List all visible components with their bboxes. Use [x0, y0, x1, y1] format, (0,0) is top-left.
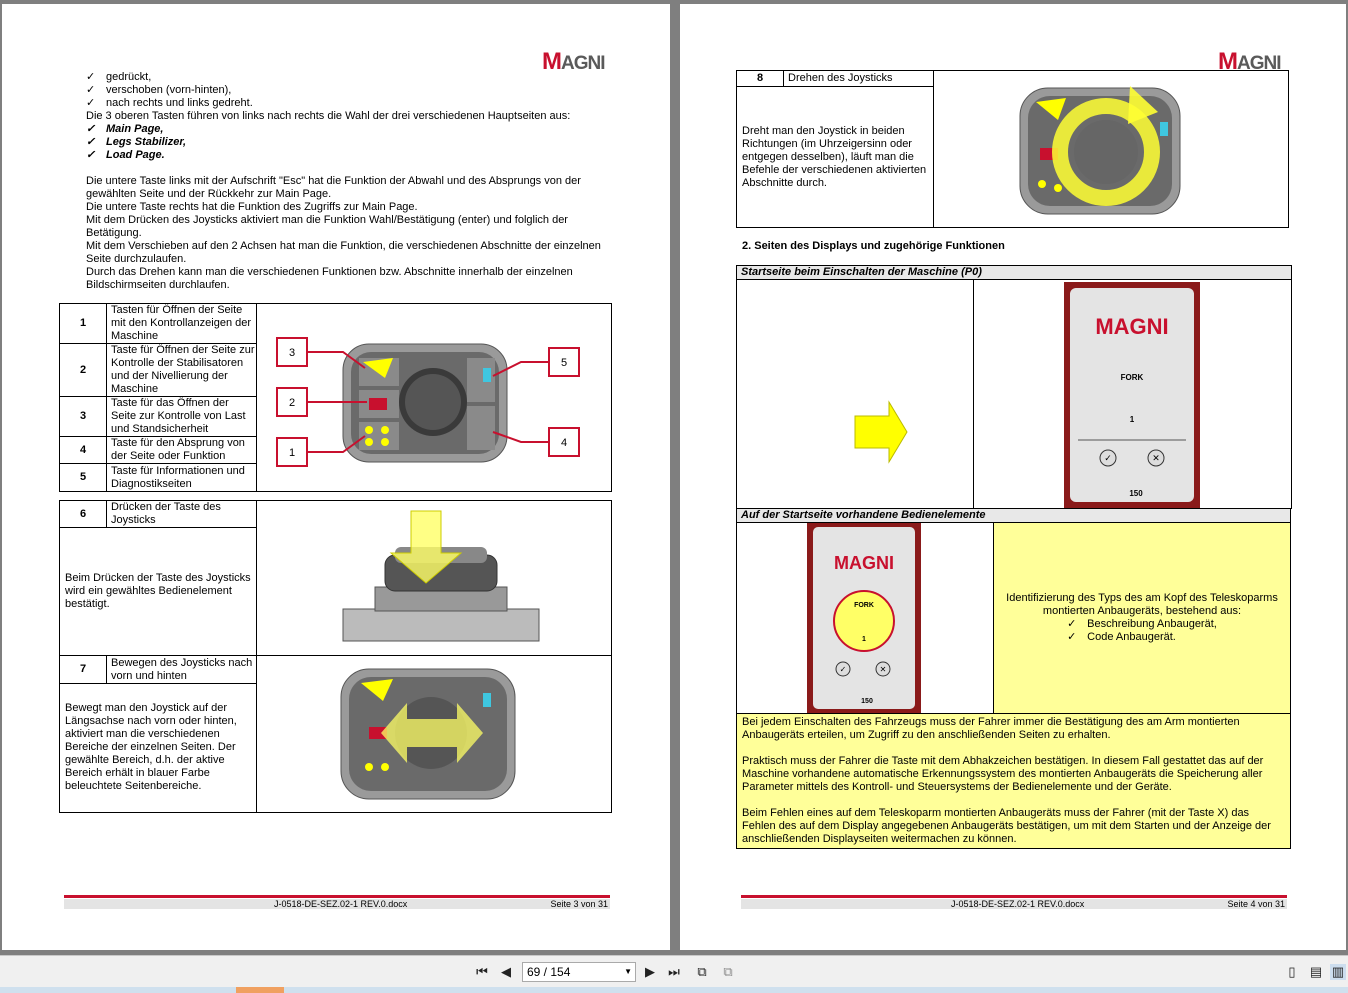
page-number-input[interactable]	[522, 962, 636, 982]
section-title: 2. Seiten des Displays und zugehörige Funktionen	[742, 240, 1005, 252]
previous-page-icon[interactable]: ◀	[501, 964, 511, 979]
row6-number: 6	[60, 501, 107, 528]
main-page-item: ✓ Main Page,	[86, 123, 606, 136]
row8-title: Drehen des Joysticks	[784, 71, 934, 87]
display-weight: 150	[1129, 489, 1143, 498]
display-startpage	[974, 280, 1291, 508]
paragraph-right-key: Die untere Taste rechts hat die Funktion des Zugriffs zur Main Page.	[86, 201, 418, 213]
row6-title: Drücken der Taste des Joysticks	[107, 501, 257, 528]
first-page-icon[interactable]: ⏮	[476, 964, 488, 979]
display-attachment-code: 1	[1129, 415, 1135, 424]
magni-logo: MAGNI	[542, 48, 605, 75]
callout-5: 5	[560, 357, 568, 369]
paragraph-rotate: Durch das Drehen kann man die verschiedenen Funktionen bzw. Abschnitte innerhalb der einzelnen Bildschirmseiten durchlaufen.	[86, 266, 573, 291]
startpage-box	[736, 265, 1292, 509]
row7-title: Bewegen des Joysticks nach vorn und hinten	[107, 656, 257, 683]
page-3	[2, 4, 670, 950]
page-indicator: 69 / 154	[527, 965, 571, 979]
display-controls-cell	[737, 523, 994, 714]
bullet-moved: ✓ verschoben (vorn-hinten),	[86, 84, 606, 97]
identification-cell	[994, 523, 1291, 714]
rotate-table	[736, 70, 1289, 228]
single-page-view-icon[interactable]: ▯	[1288, 964, 1296, 979]
key-description: Taste für Informationen und Diagnostikseiten	[107, 464, 257, 492]
confirm-check-icon: ✓	[839, 665, 847, 674]
key-description: Taste für den Absprung von der Seite oder Funktion	[107, 437, 257, 464]
last-page-icon[interactable]: ⏭	[668, 964, 680, 979]
ident-item-description: ✓ Beschreibung Anbaugerät,	[1067, 618, 1217, 631]
display-controls	[737, 523, 993, 713]
footer-page-number: Seite 3 von 31	[550, 899, 608, 909]
bullet-pressed: ✓ gedrückt,	[86, 71, 606, 84]
callout-2: 2	[288, 397, 296, 409]
footer-document-name: J-0518-DE-SEZ.02-1 REV.0.docx	[274, 899, 408, 909]
joystick-move-cell	[257, 656, 612, 813]
display-fork-label: FORK	[1120, 373, 1144, 382]
row8-text: Dreht man den Joystick in beiden Richtungen (im Uhrzeigersinn oder entgegen desselben), läuft man die Befehle der verschiedenen aktivierten Abschnitte durch.	[737, 87, 934, 228]
footer-rule	[64, 895, 610, 898]
callout-1: 1	[288, 447, 296, 459]
bullet-rotated: ✓ nach rechts und links gedreht.	[86, 97, 606, 110]
row7-number: 7	[60, 656, 107, 683]
display-fork-label: FORK	[854, 602, 874, 609]
two-page-view-icon[interactable]: ▥	[1331, 964, 1345, 979]
joystick-actions-table	[59, 500, 612, 813]
key-number: 1	[60, 304, 107, 344]
display-startpage-cell	[974, 280, 1292, 509]
note-paragraph-2: Praktisch muss der Fahrer die Taste mit dem Abhakzeichen bestätigen. In diesem Fall gestattet das auf der Maschine vorhandene automatische Erkennungssystem des montierten Anbaugeräts die Speicherung aller Parameter mittels des Kontroll- und Steuersystems der Bedienelemente und der Geräte.	[742, 755, 1264, 793]
footer-document-name: J-0518-DE-SEZ.02-1 REV.0.docx	[951, 899, 1085, 909]
joystick-press-diagram	[257, 501, 610, 655]
display-logo: MAGNI	[1095, 314, 1169, 339]
fit-width-icon[interactable]: ⧉	[723, 964, 733, 979]
confirm-check-icon: ✓	[1104, 454, 1112, 464]
joystick-rotate-cell	[934, 71, 1289, 228]
joystick-diagram-cell	[257, 304, 612, 492]
joystick-keys-diagram	[257, 306, 610, 489]
footer	[64, 899, 610, 909]
note-paragraph-1: Bei jedem Einschalten des Fahrzeugs muss der Fahrer immer die Bestätigung des am Arm montierten Anbaugeräts erteilen, um Zugriff zu den anschließenden Seiten zu erhalten.	[742, 716, 1240, 741]
joystick-rotate-diagram	[934, 72, 1287, 226]
joystick-press-cell	[257, 501, 612, 656]
controls-heading: Auf der Startseite vorhandene Bedienelemente	[737, 509, 1291, 523]
chevron-down-icon[interactable]: ▼	[624, 967, 632, 976]
footer-page-number: Seite 4 von 31	[1227, 899, 1285, 909]
page-4	[680, 4, 1346, 950]
footer-rule	[741, 895, 1287, 898]
startpage-heading: Startseite beim Einschalten der Maschine (P0)	[737, 266, 1292, 280]
ident-item-code: ✓ Code Anbaugerät.	[1067, 631, 1217, 644]
key-number: 2	[60, 344, 107, 397]
paragraph-move: Mit dem Verschieben auf den 2 Achsen hat man die Funktion, die verschiedenen Abschnitte der einzelnen Seite durchzulaufen.	[86, 240, 601, 265]
paragraph-press: Mit dem Drücken des Joysticks aktiviert man die Funktion Wahl/Bestätigung (enter) und folglich der Betätigung.	[86, 214, 568, 239]
callout-3: 3	[288, 347, 296, 359]
display-attachment-code: 1	[862, 636, 866, 643]
key-description: Taste für Öffnen der Seite zur Kontrolle der Stabilisatoren und der Nivellierung der Maschine	[107, 344, 257, 397]
key-number: 5	[60, 464, 107, 492]
intro-block	[86, 71, 606, 292]
display-logo: MAGNI	[834, 553, 894, 573]
legs-stabilizer-item: ✓ Legs Stabilizer,	[86, 136, 606, 149]
key-number: 3	[60, 397, 107, 437]
magni-logo: MAGNI	[1218, 48, 1281, 75]
notes-cell	[737, 714, 1291, 849]
row7-text: Bewegt man den Joystick auf der Längsachse nach vorn oder hinten, aktiviert man die verschiedenen Bereiche der einzelnen Seiten. Der gewählte Bereich, d.h. der aktive Bereich erhält in blauer Farbe beleuchtete Seitenbereiche.	[60, 683, 257, 812]
callout-4: 4	[560, 437, 568, 449]
note-paragraph-3: Beim Fehlen eines auf dem Teleskoparm montierten Anbaugeräts muss der Fahrer (mit der Taste X) das Fehlen des auf dem Display angegebenen Anbaugeräts bestätigen, um mit dem Starten und der Anzeige der anschließenden Displayseiten weitermachen zu können.	[742, 807, 1271, 845]
joystick-move-diagram	[257, 657, 610, 811]
startpage-controls-box	[736, 508, 1291, 849]
fit-page-icon[interactable]: ⧉	[697, 964, 707, 979]
display-weight: 150	[861, 698, 873, 705]
cancel-x-icon: ✕	[1152, 454, 1160, 464]
load-page-item: ✓ Load Page.	[86, 149, 606, 162]
arrow-right-icon	[737, 280, 973, 508]
paragraph-esc: Die untere Taste links mit der Aufschrift "Esc" hat die Funktion der Abwahl und des Absprungs von der gewählten Seite und der Rückkehr zur Main Page.	[86, 175, 581, 200]
intro-text: Die 3 oberen Tasten führen von links nach rechts die Wahl der drei verschiedenen Hauptseiten aus:	[86, 110, 571, 122]
footer	[741, 899, 1287, 909]
arrow-cell	[737, 280, 974, 509]
row8-number: 8	[737, 71, 784, 87]
next-page-icon[interactable]: ▶	[645, 964, 655, 979]
keys-table	[59, 303, 612, 492]
cancel-x-icon: ✕	[879, 665, 887, 674]
key-description: Tasten für Öffnen der Seite mit den Kontrollanzeigen der Maschine	[107, 304, 257, 344]
identification-text: Identifizierung des Typs des am Kopf des Teleskoparms montierten Anbaugeräts, bestehend aus:	[1006, 592, 1278, 617]
taskbar-strip	[0, 987, 1348, 993]
continuous-view-icon[interactable]: ▤	[1309, 964, 1323, 979]
key-description: Taste für das Öffnen der Seite zur Kontrolle von Last und Standsicherheit	[107, 397, 257, 437]
row6-text: Beim Drücken der Taste des Joysticks wird ein gewähltes Bedienelement bestätigt.	[60, 528, 257, 656]
key-number: 4	[60, 437, 107, 464]
